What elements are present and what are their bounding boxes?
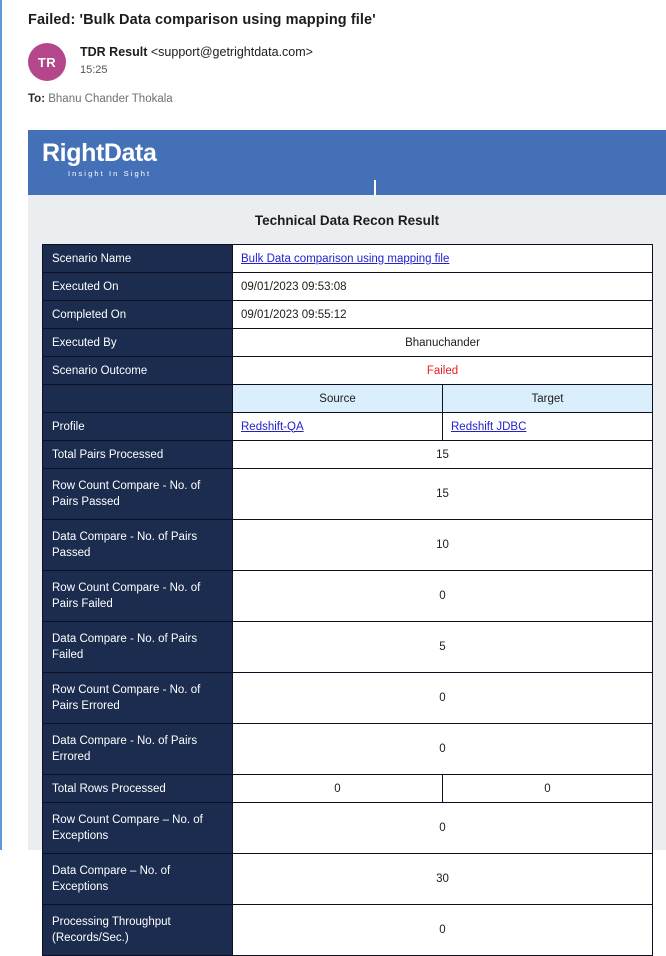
row-label: Row Count Compare - No. of Pairs Failed xyxy=(43,571,233,622)
table-row xyxy=(43,571,653,622)
row-label: Data Compare - No. of Pairs Errored xyxy=(43,724,233,775)
rightdata-logo xyxy=(42,139,212,178)
sender-details xyxy=(80,42,313,78)
row-label: Row Count Compare – No. of Exceptions xyxy=(43,803,233,854)
sender-address: <support@getrightdata.com> xyxy=(150,45,313,59)
table-row xyxy=(43,469,653,520)
table-row xyxy=(43,622,653,673)
row-label: Row Count Compare - No. of Pairs Passed xyxy=(43,469,233,520)
row-value: Bhanuchander xyxy=(233,329,653,357)
table-row xyxy=(43,273,653,301)
row-value: 15 xyxy=(233,469,653,520)
row-label: Data Compare - No. of Pairs Passed xyxy=(43,520,233,571)
email-body xyxy=(28,130,666,944)
row-value: 0 xyxy=(233,571,653,622)
table-row xyxy=(43,724,653,775)
sender-name: TDR Result xyxy=(80,45,148,59)
target-profile-link[interactable]: Redshift JDBC xyxy=(451,420,527,433)
report-title: Technical Data Recon Result xyxy=(254,213,440,228)
scenario-name-link[interactable]: Bulk Data comparison using mapping file xyxy=(241,252,450,265)
table-row xyxy=(43,775,653,803)
email-subject: Failed: 'Bulk Data comparison using mapping file' xyxy=(28,12,376,28)
row-label: Executed By xyxy=(43,329,233,357)
source-value: 0 xyxy=(233,775,443,803)
email-time: 15:25 xyxy=(80,64,108,76)
row-value: 5 xyxy=(233,622,653,673)
to-label: To: xyxy=(28,93,46,105)
source-value xyxy=(233,413,443,441)
row-label: Processing Throughput (Records/Sec.) xyxy=(43,905,233,956)
target-value: 0 xyxy=(443,775,653,803)
table-row xyxy=(43,520,653,571)
row-value: 0 xyxy=(233,673,653,724)
row-label: Profile xyxy=(43,413,233,441)
row-value: 09/01/2023 09:53:08 xyxy=(233,273,653,301)
table-row xyxy=(43,245,653,273)
table-row xyxy=(43,803,653,854)
table-row xyxy=(43,441,653,469)
row-label: Data Compare - No. of Pairs Failed xyxy=(43,622,233,673)
left-edge-rail xyxy=(0,0,2,850)
table-row xyxy=(43,329,653,357)
row-value: 09/01/2023 09:55:12 xyxy=(233,301,653,329)
recon-result-table xyxy=(42,244,653,956)
row-value: 30 xyxy=(233,854,653,905)
banner-divider-tick xyxy=(374,180,376,195)
avatar: TR xyxy=(28,43,66,81)
row-value: 0 xyxy=(233,905,653,956)
row-value: 0 xyxy=(233,803,653,854)
sender-name-line xyxy=(80,44,313,60)
status-badge: Failed xyxy=(233,357,653,385)
recipient-line xyxy=(28,93,666,105)
table-subheader-row xyxy=(43,385,653,413)
row-label: Completed On xyxy=(43,301,233,329)
recon-table-body xyxy=(43,245,653,956)
table-row xyxy=(43,301,653,329)
sender-block xyxy=(28,42,666,81)
table-row xyxy=(43,673,653,724)
row-label: Scenario Name xyxy=(43,245,233,273)
logo-tagline: Insight In Sight xyxy=(68,169,152,178)
email-header xyxy=(0,0,666,105)
to-recipient: Bhanu Chander Thokala xyxy=(48,93,173,105)
logo-wordmark: RightData xyxy=(42,139,157,167)
row-label: Total Rows Processed xyxy=(43,775,233,803)
row-label: Row Count Compare - No. of Pairs Errored xyxy=(43,673,233,724)
row-label: Total Pairs Processed xyxy=(43,441,233,469)
row-label: Scenario Outcome xyxy=(43,357,233,385)
table-row xyxy=(43,905,653,956)
row-value: 10 xyxy=(233,520,653,571)
row-value: 15 xyxy=(233,441,653,469)
row-label: Data Compare – No. of Exceptions xyxy=(43,854,233,905)
row-value: 0 xyxy=(233,724,653,775)
row-value xyxy=(233,245,653,273)
brand-banner xyxy=(28,130,666,195)
source-profile-link[interactable]: Redshift-QA xyxy=(241,420,304,433)
table-row xyxy=(43,854,653,905)
target-value xyxy=(443,413,653,441)
row-label: Executed On xyxy=(43,273,233,301)
source-column-header: Source xyxy=(233,385,443,413)
target-column-header: Target xyxy=(443,385,653,413)
table-row xyxy=(43,357,653,385)
row-label-blank xyxy=(43,385,233,413)
table-row xyxy=(43,413,653,441)
